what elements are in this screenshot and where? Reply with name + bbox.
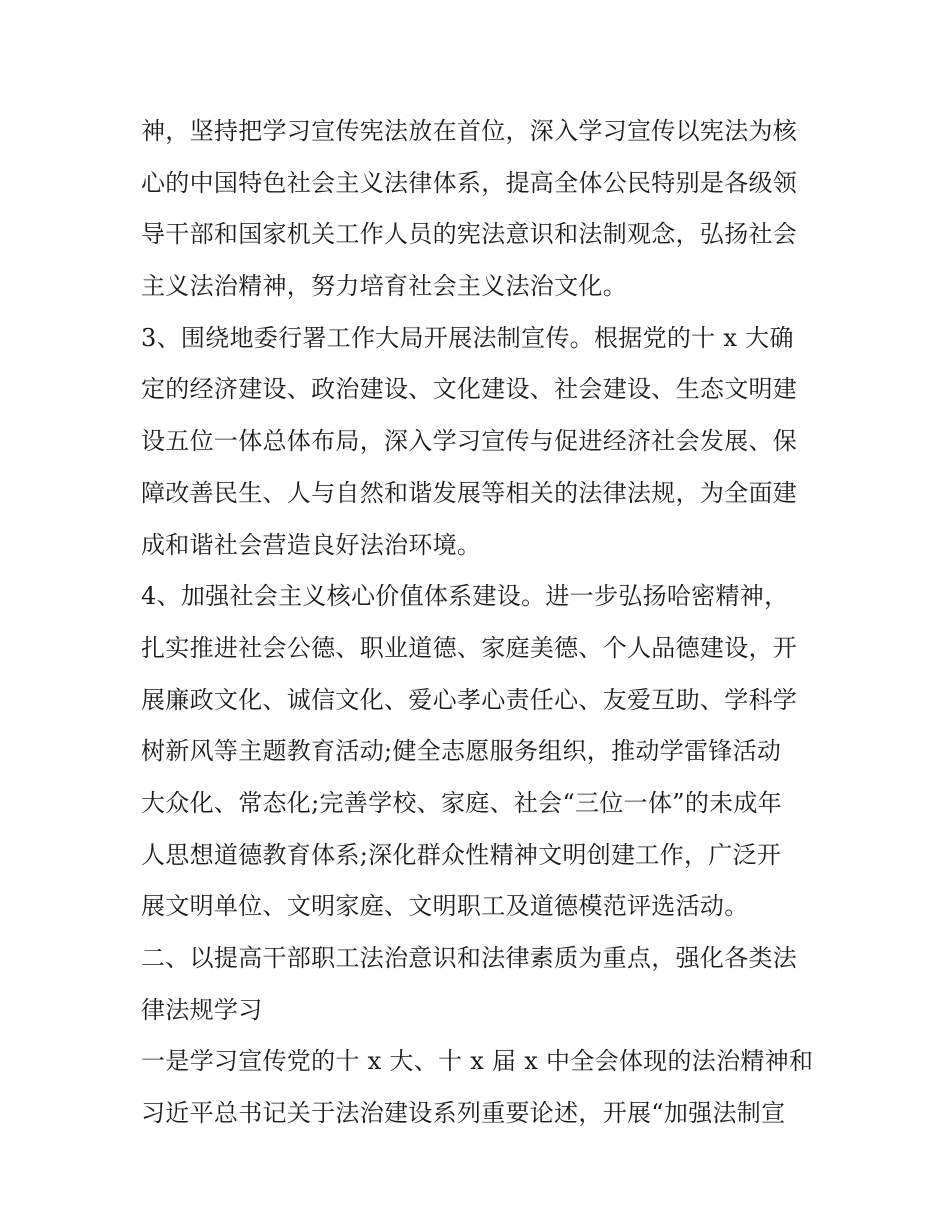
text-line: 心的中国特色社会主义法律体系，提高全体公民特别是各级领 [141,168,798,197]
text-line: 二、以提高干部职工法治意识和法律素质为重点，强化各类法 [141,944,798,972]
text-line: 成和谐社会营造良好法治环境。 [141,530,482,559]
text-line: 树新风等主题教育活动;健全志愿服务组织，推动学雷锋活动 [141,737,782,766]
text-line: 大众化、常态化;完善学校、家庭、社会“三位一体”的未成年 [141,788,783,817]
text-line: 习近平总书记关于法治建设系列重要论述，开展“加强法制宣 [141,1099,786,1128]
text-line: 展廉政文化、诚信文化、爱心孝心责任心、友爱互助、学科学 [141,685,798,714]
text-line: 设五位一体总体布局，深入学习宣传与促进经济社会发展、保 [141,427,798,456]
text-line: 定的经济建设、政治建设、文化建设、社会建设、生态文明建 [141,375,798,404]
text-line: 障改善民生、人与自然和谐发展等相关的法律法规，为全面建 [141,478,798,507]
text-line: 律法规学习 [141,995,263,1024]
document-body [141,106,819,1140]
text-line: 扎实推进社会公德、职业道德、家庭美德、个人品德建设，开 [141,633,798,662]
text-line: 展文明单位、文明家庭、文明职工及道德模范评选活动。 [141,892,749,921]
text-line: 导干部和国家机关工作人员的宪法意识和法制观念，弘扬社会 [141,220,798,249]
text-line: 人思想道德教育体系;深化群众性精神文明创建工作，广泛开 [141,840,782,869]
text-line: 神，坚持把学习宣传宪法放在首位，深入学习宣传以宪法为核 [141,117,798,145]
text-line: 一是学习宣传党的十 x 大、十 x 届 x 中全会体现的法治精神和 [141,1047,814,1076]
text-line: 3、围绕地委行署工作大局开展法制宣传。根据党的十 x 大确 [141,323,794,352]
text-line: 主义法治精神，努力培育社会主义法治文化。 [141,272,627,301]
text-line: 4、加强社会主义核心价值体系建设。进一步弘扬哈密精神， [141,582,789,611]
